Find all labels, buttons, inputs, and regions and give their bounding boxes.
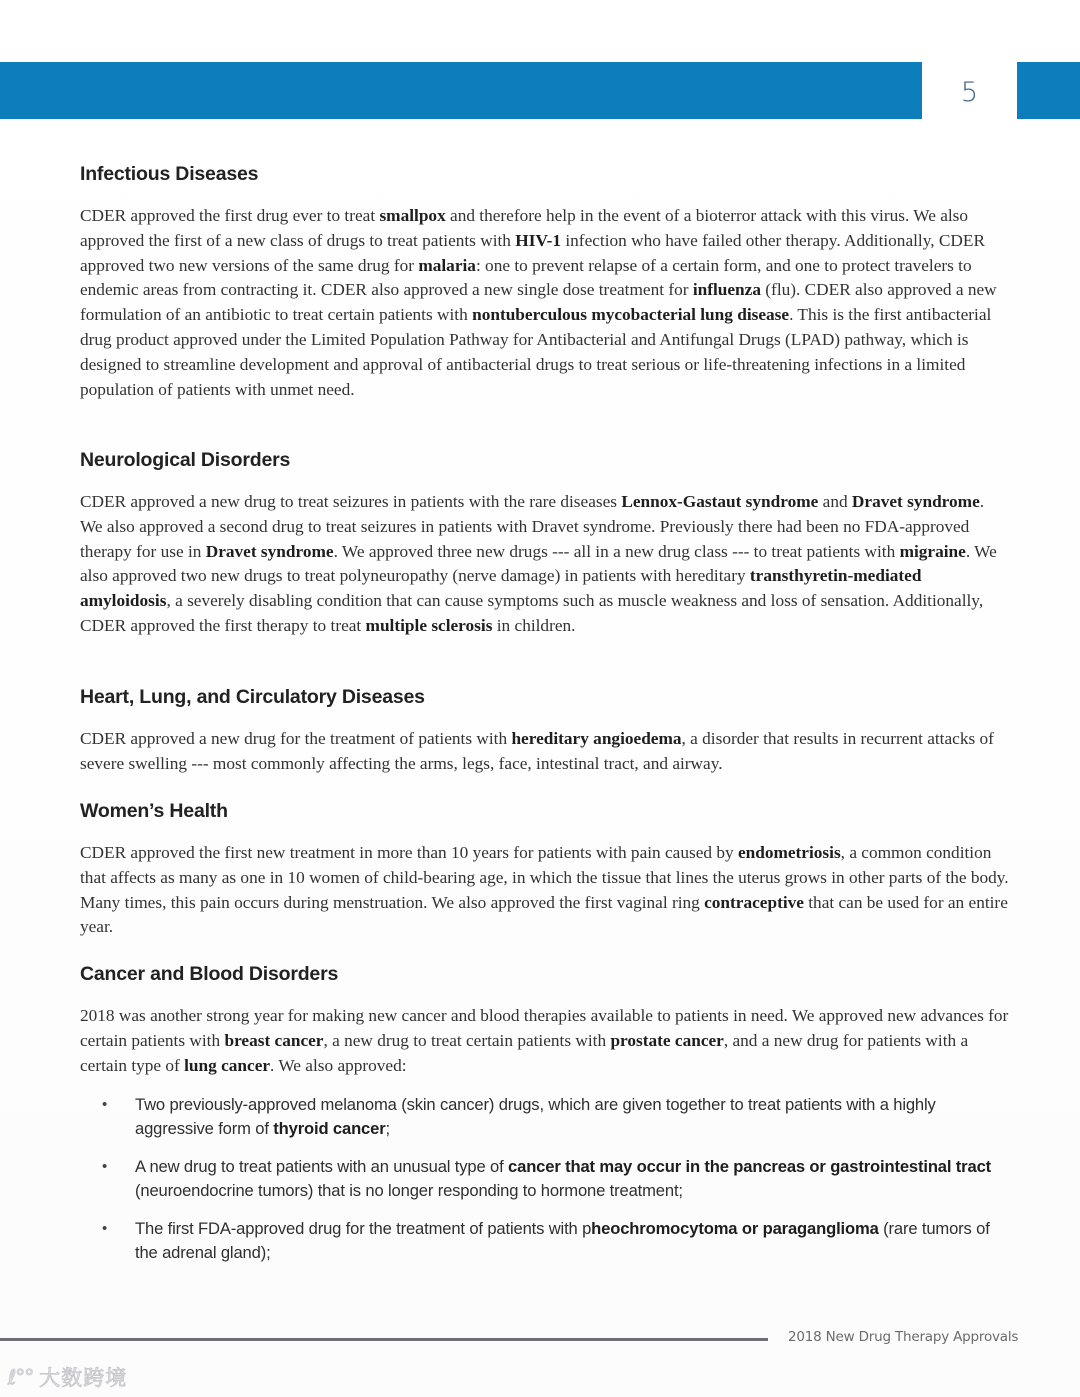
section-womens-health — [80, 800, 1010, 940]
emphasized-term: Dravet syndrome — [205, 541, 334, 561]
bullet-text: Two previously-approved melanoma (skin cancer) drugs, which are given together to treat patients with a highly aggressive form of thyroid cancer; — [135, 1095, 936, 1138]
emphasized-term: malaria — [418, 255, 476, 275]
section-body: CDER approved a new drug for the treatment of patients with hereditary angioedema, a disorder that results in recurrent attacks of severe swelling --- most commonly affecting the arms, legs, face, intestinal tract, and airway. — [80, 729, 994, 773]
header-accent-bar-right — [1017, 62, 1080, 119]
emphasized-term: migraine — [899, 541, 966, 561]
section-heart-lung-circulatory — [80, 686, 1010, 777]
emphasized-term: Dravet syndrome — [851, 492, 980, 511]
emphasized-term: heochromocytoma or paraganglioma — [591, 1219, 879, 1238]
section-infectious-diseases — [80, 160, 1010, 402]
emphasized-term: breast cancer — [224, 1030, 324, 1050]
section-heading: Infectious Diseases — [80, 163, 259, 185]
emphasized-term: lung cancer — [184, 1055, 271, 1075]
footer-document-title: 2018 New Drug Therapy Approvals — [788, 1329, 1019, 1345]
watermark-logo-icon: ℓ°° — [8, 1365, 34, 1389]
bullet-item — [80, 1093, 1010, 1141]
watermark — [8, 1362, 127, 1392]
emphasized-term: hereditary angioedema — [511, 729, 682, 748]
section-body: CDER approved the first new treatment in more than 10 years for patients with pain caused by endometriosis, a common condition that affects as many as one in 10 women of child-bearing age, in which the tissue that lines the uterus grows in other parts of the body. Many times, this pain occurs during menstruation. We also approved the first vaginal ring contraceptive that can be used for an entire year. — [80, 843, 1009, 937]
watermark-text: 大数跨境 — [39, 1366, 128, 1390]
section-body: CDER approved a new drug to treat seizures in patients with the rare diseases Lennox-Gastaut syndrome and Dravet syndrome. We also approved a second drug to treat seizures in patients with Dravet syndrome. Previously there had been no FDA-approved therapy for use in Dravet syndrome. We approved three new drugs --- all in a new drug class --- to treat patients with migraine. We also approved two new drugs to treat polyneuropathy (nerve damage) in patients with hereditary transthyretin-mediated amyloidosis, a severely disabling condition that can cause symptoms such as muscle weakness and loss of sensation. Additionally, CDER approved the first therapy to treat multiple sclerosis in children. — [80, 492, 997, 635]
emphasized-term: contraceptive — [704, 892, 804, 912]
emphasized-term: cancer that may occur in the pancreas or gastrointestinal tract — [508, 1157, 992, 1176]
bullet-text: A new drug to treat patients with an unusual type of cancer that may occur in the pancreas or gastrointestinal tract (neuroendocrine tumors) that is no longer responding to hormone treatment; — [135, 1157, 992, 1200]
emphasized-term: thyroid cancer — [273, 1119, 386, 1138]
bullet-icon: • — [102, 1096, 108, 1113]
bullet-icon: • — [102, 1220, 108, 1237]
bullet-item — [80, 1217, 1010, 1265]
emphasized-term: multiple sclerosis — [365, 615, 493, 635]
approvals-bullet-list — [80, 1093, 1010, 1279]
footer-divider — [0, 1338, 768, 1341]
section-heading: Neurological Disorders — [80, 449, 291, 471]
section-heading: Women’s Health — [80, 800, 228, 822]
section-heading: Heart, Lung, and Circulatory Diseases — [80, 686, 425, 708]
emphasized-term: Lennox-Gastaut syndrome — [621, 492, 819, 511]
emphasized-term: prostate cancer — [610, 1030, 724, 1050]
emphasized-term: nontuberculous mycobacterial lung disease — [472, 305, 790, 325]
header-accent-bar — [0, 62, 922, 119]
section-body: CDER approved the first drug ever to treat smallpox and therefore help in the event of a bioterror attack with this virus. We also approved the first of a new class of drugs to treat patients with HIV-1 infection who have failed other therapy. Additionally, CDER approved two new versions of the same drug for malaria: one to prevent relapse of a certain form, and one to protect travelers to endemic areas from contracting it. CDER also approved a new single dose treatment for influenza (flu). CDER also approved a new formulation of an antibiotic to treat certain patients with nontuberculous mycobacterial lung disease. This is the first antibacterial drug product approved under the Limited Population Pathway for Antibacterial and Antifungal Drugs (LPAD) pathway, which is designed to streamline development and approval of antibacterial drugs to treat serious or life-threatening infections in a limited population of patients with unmet need. — [80, 206, 997, 399]
section-neurological-disorders — [80, 449, 1010, 639]
bullet-icon: • — [102, 1158, 108, 1175]
emphasized-term: influenza — [692, 280, 761, 300]
emphasized-term: endometriosis — [737, 843, 841, 862]
bullet-item — [80, 1155, 1010, 1203]
bullet-text: The first FDA-approved drug for the treatment of patients with pheochromocytoma or paraganglioma (rare tumors of the adrenal gland); — [135, 1219, 990, 1262]
page-number: 5 — [960, 77, 979, 108]
emphasized-term: transthyretin-mediated amyloidosis — [80, 566, 922, 611]
section-body: 2018 was another strong year for making new cancer and blood therapies available to patients in need. We approved new advances for certain patients with breast cancer, a new drug to treat certain patients with prostate cancer, and a new drug for patients with a certain type of lung cancer. We also approved: — [80, 1006, 1009, 1075]
emphasized-term: smallpox — [379, 206, 446, 225]
emphasized-term: HIV-1 — [515, 230, 562, 250]
section-heading: Cancer and Blood Disorders — [80, 963, 339, 985]
section-cancer-blood-disorders — [80, 963, 1010, 1078]
